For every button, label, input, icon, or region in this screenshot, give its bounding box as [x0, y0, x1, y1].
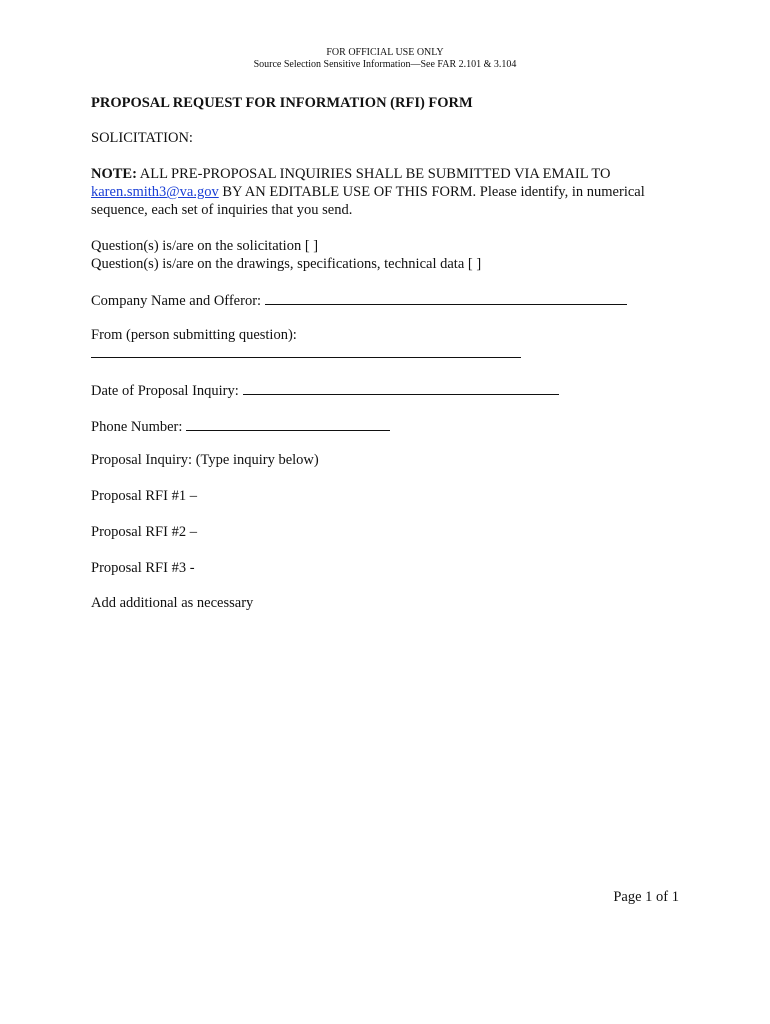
question-drawings-checkbox[interactable]: Question(s) is/are on the drawings, specifications, technical data [ ] [91, 256, 482, 272]
note-text-2: BY AN EDITABLE USE OF THIS FORM. Please identify, in numerical [218, 184, 645, 200]
page-number: Page 1 of 1 [613, 889, 679, 905]
date-label: Date of Proposal Inquiry: [91, 383, 239, 399]
form-title: PROPOSAL REQUEST FOR INFORMATION (RFI) FORM [91, 95, 473, 111]
note-line-3: sequence, each set of inquiries that you send. [91, 202, 353, 218]
solicitation-label: SOLICITATION: [91, 130, 193, 146]
sensitive-info-header: Source Selection Sensitive Information—See FAR 2.101 & 3.104 [253, 59, 517, 70]
from-label: From (person submitting question): [91, 327, 297, 343]
note-line-1 [91, 165, 610, 183]
date-field[interactable] [243, 380, 559, 395]
company-label: Company Name and Offeror: [91, 293, 262, 309]
note-line-2 [91, 183, 645, 201]
rfi-3-label[interactable]: Proposal RFI #3 - [91, 560, 195, 576]
email-link[interactable]: karen.smith3@va.gov [91, 184, 219, 200]
phone-row [91, 416, 390, 436]
date-row [91, 380, 559, 400]
additional-note: Add additional as necessary [91, 595, 254, 611]
rfi-2-label[interactable]: Proposal RFI #2 – [91, 524, 197, 540]
company-row [91, 290, 627, 310]
phone-field[interactable] [186, 416, 390, 431]
inquiry-label: Proposal Inquiry: (Type inquiry below) [91, 452, 319, 468]
note-label: NOTE: [91, 166, 137, 182]
phone-label: Phone Number: [91, 419, 183, 435]
official-use-header: FOR OFFICIAL USE ONLY [326, 47, 444, 58]
company-name-field[interactable] [265, 290, 627, 305]
from-field[interactable] [91, 356, 521, 358]
note-text-1: ALL PRE-PROPOSAL INQUIRIES SHALL BE SUBMITTED VIA EMAIL TO [136, 166, 611, 182]
rfi-1-label[interactable]: Proposal RFI #1 – [91, 488, 197, 504]
question-solicitation-checkbox[interactable]: Question(s) is/are on the solicitation [ ] [91, 238, 319, 254]
